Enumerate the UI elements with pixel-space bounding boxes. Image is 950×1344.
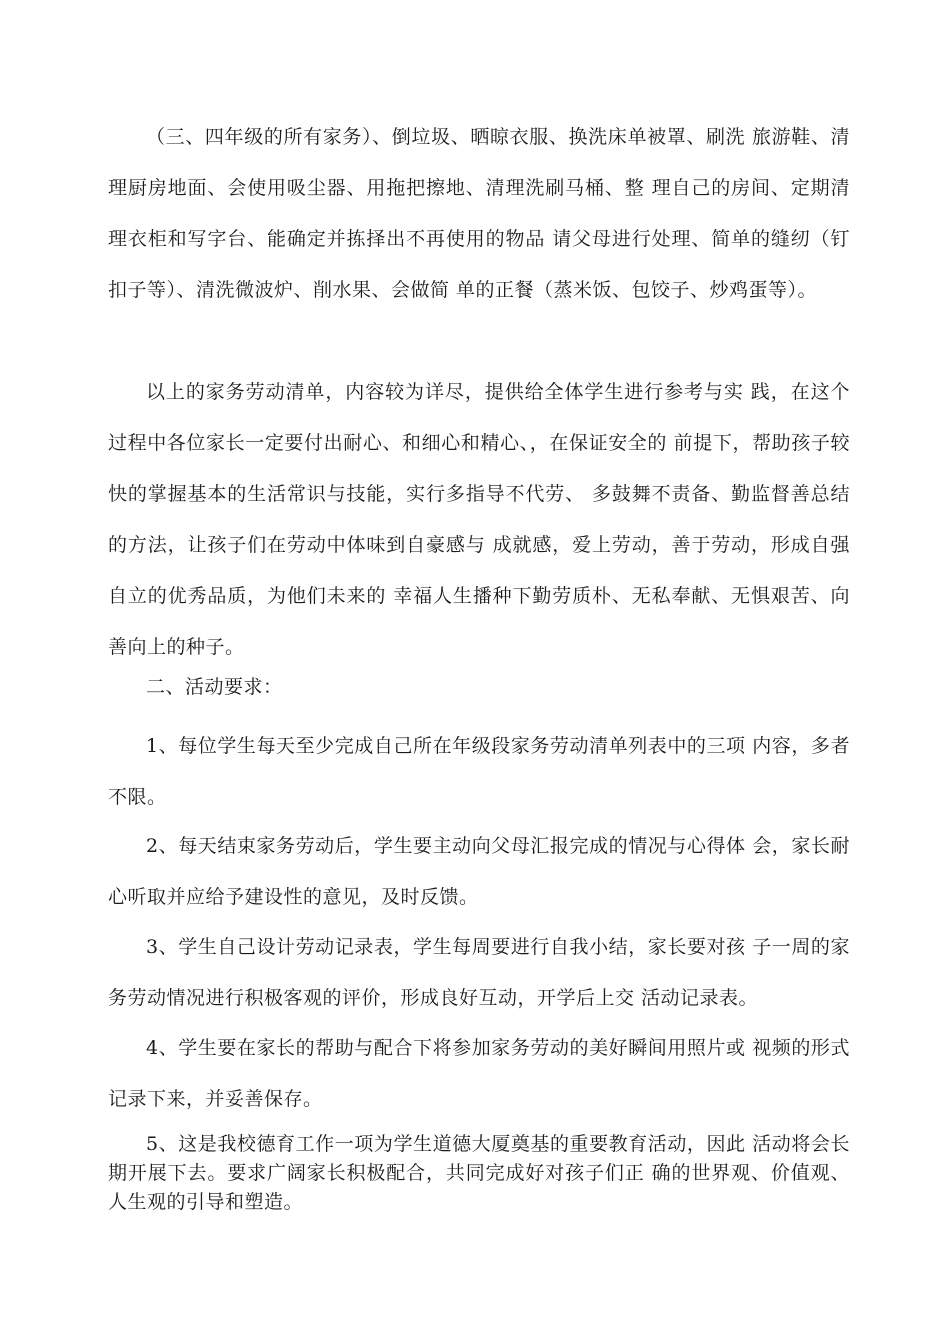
requirement-item-5: 5、这是我校德育工作一项为学生道德大厦奠基的重要教育活动，因此 活动将会长期开展下去。要求广阔家长积极配合，共同完成好对孩子们正 确的世界观、价值观、人生观的引导和塑造。	[108, 1133, 850, 1213]
requirement-item-4: 4、学生要在家长的帮助与配合下将参加家务劳动的美好瞬间用照片或 视频的形式记录下来，并妥善保存。	[108, 1037, 850, 1110]
paragraph-parent-guidance: 以上的家务劳动清单，内容较为详尽，提供给全体学生进行参考与实 践，在这个过程中各位家长一定要付出耐心、和细心和精心、，在保证安全的 前提下，帮助孩子较快的掌握基本的生活常识与技能，实行多指导不代劳、 多鼓舞不责备、勤监督善总结的方法，让孩子们在劳动中体味到自豪感与 成就感，爱上劳动，善于劳动，形成自强自立的优秀品质，为他们未来的 幸福人生播种下勤劳质朴、无私奉献、无惧艰苦、向善向上的种子。	[108, 381, 850, 658]
paragraph-household-chores-list: （三、四年级的所有家务）、倒垃圾、晒晾衣服、换洗床单被罩、刷洗 旅游鞋、清理厨房地面、会使用吸尘器、用拖把擦地、清理洗刷马桶、整 理自己的房间、定期清理衣柜和写字台、能确定并拣择出不再使用的物品 请父母进行处理、简单的缝纫（钉扣子等）、清洗微波炉、削水果、会做简 单的正餐（蒸米饭、包饺子、炒鸡蛋等）。	[108, 126, 850, 301]
requirement-item-3: 3、学生自己设计劳动记录表，学生每周要进行自我小结，家长要对孩 子一周的家务劳动情况进行积极客观的评价，形成良好互动，开学后上交 活动记录表。	[108, 936, 850, 1009]
requirement-item-2: 2、每天结束家务劳动后，学生要主动向父母汇报完成的情况与心得体 会，家长耐心听取并应给予建设性的意见，及时反馈。	[108, 835, 850, 908]
section-heading-requirements: 二、活动要求：	[146, 676, 283, 698]
requirement-item-1: 1、每位学生每天至少完成自己所在年级段家务劳动清单列表中的三项 内容，多者不限。	[108, 735, 850, 808]
